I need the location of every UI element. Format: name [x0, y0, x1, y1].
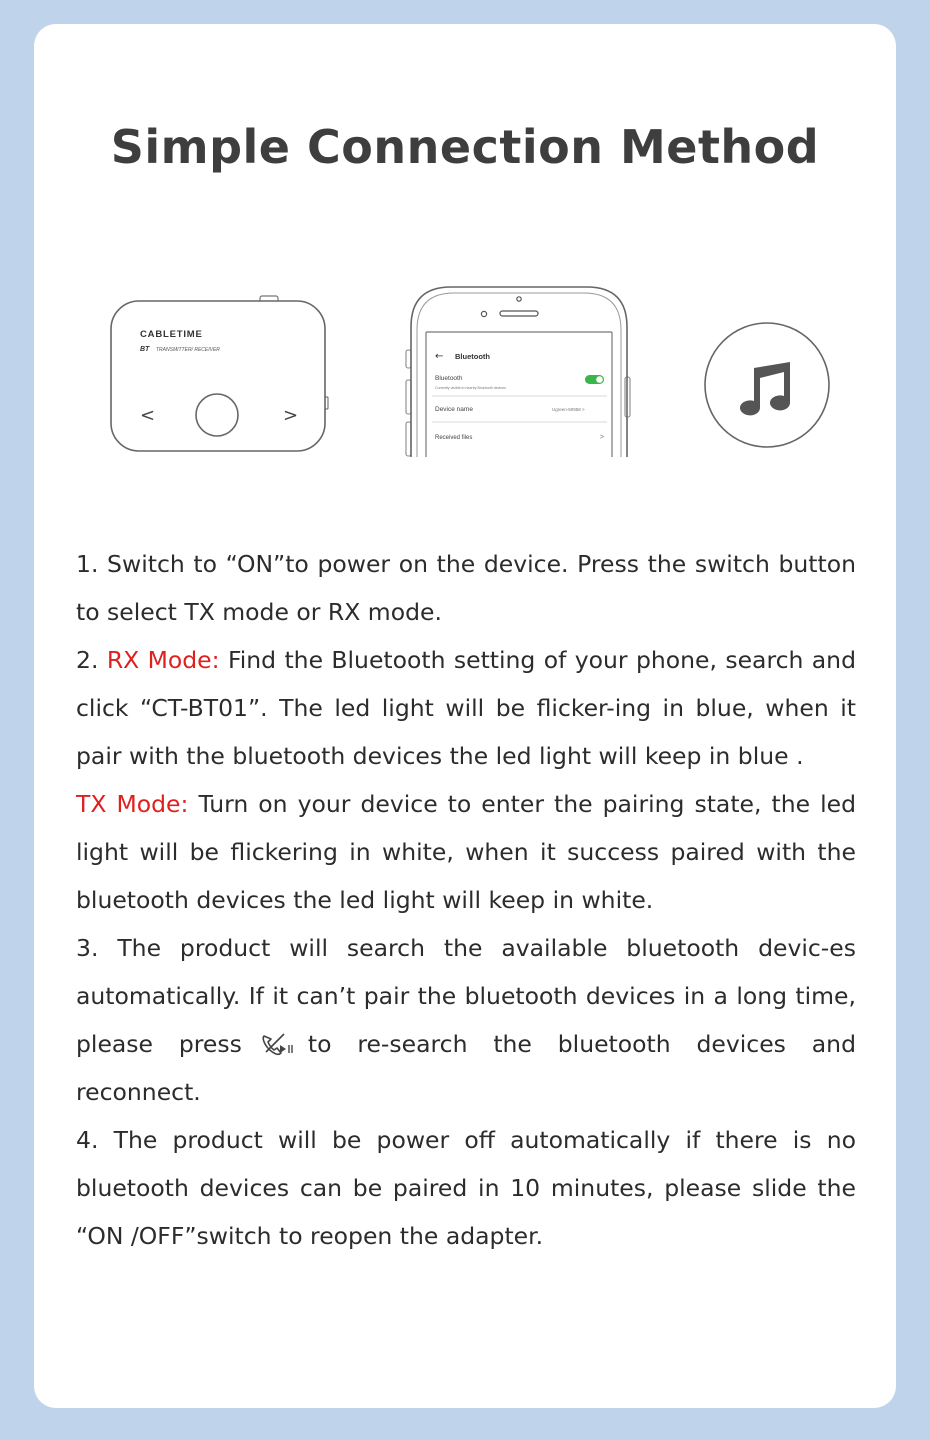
phone-outer-body [411, 287, 627, 457]
phone-illustration [404, 282, 634, 457]
phone-speaker [500, 311, 538, 316]
tx-mode-label: TX Mode: [76, 790, 189, 818]
adapter-model-prefix: BT [140, 346, 150, 353]
tx-mode-paragraph [76, 780, 856, 924]
screen-bt-label: Bluetooth [435, 375, 463, 382]
music-circle [705, 323, 829, 447]
step-2-prefix: 2. [76, 646, 107, 674]
adapter-brand: CABLETIME [140, 329, 203, 340]
screen-bt-sub: Currently visible to nearby Bluetooth devices [435, 386, 506, 390]
phone-sensor [481, 311, 486, 316]
tx-mode-text: Turn on your device to enter the pairing state, the led light will be flickering in white, when it success paired with the bluetooth devices the led light will keep in white. [76, 790, 856, 914]
step-2 [76, 636, 856, 780]
adapter-power-button [196, 394, 238, 436]
step-2-text: Find the Bluetooth setting of your phone, search and click “CT-BT01”. The led light will be flicker-ing in blue, when it pair with the bluetooth devices the led light will keep in blue . [76, 646, 856, 770]
bluetooth-adapter-illustration [108, 292, 333, 456]
bluetooth-toggle-knob [596, 376, 603, 383]
adapter-model-suffix: TRANSMITTER/ RECEIVER [156, 347, 220, 353]
page-title: Simple Connection Method [110, 120, 820, 174]
adapter-right-arrow: > [283, 405, 299, 426]
screen-received-files-label: Received files [435, 435, 473, 441]
instructions [76, 540, 856, 1260]
adapter-left-arrow: < [140, 405, 156, 426]
step-4: 4. The product will be power off automatically if there is no bluetooth devices can be paired in 10 minutes, please slide the “ON /OFF”switch to reopen the adapter. [76, 1126, 856, 1250]
phone-play-pause-icon [260, 1030, 294, 1058]
screen-received-files-arrow: > [600, 434, 605, 441]
screen-back-arrow: ← [435, 351, 444, 362]
step-1: 1. Switch to “ON”to power on the device. Press the switch button to select TX mode or RX mode. [76, 550, 856, 626]
step-3-before: 3. The product will search the available bluetooth devic-es automatically. If it can’t pair the bluetooth devices in a long time, please press [76, 934, 856, 1058]
step-3-after: to re-search the bluetooth devices and reconnect. [76, 1030, 856, 1106]
rx-mode-label: RX Mode: [106, 646, 220, 674]
phone-camera [517, 297, 521, 301]
music-note-icon [702, 320, 832, 450]
screen-device-name-value: Ugreen-50958 > [552, 407, 585, 412]
screen-device-name-label: Device name [435, 406, 473, 413]
step-3 [76, 924, 856, 1116]
screen-title: Bluetooth [455, 352, 490, 361]
